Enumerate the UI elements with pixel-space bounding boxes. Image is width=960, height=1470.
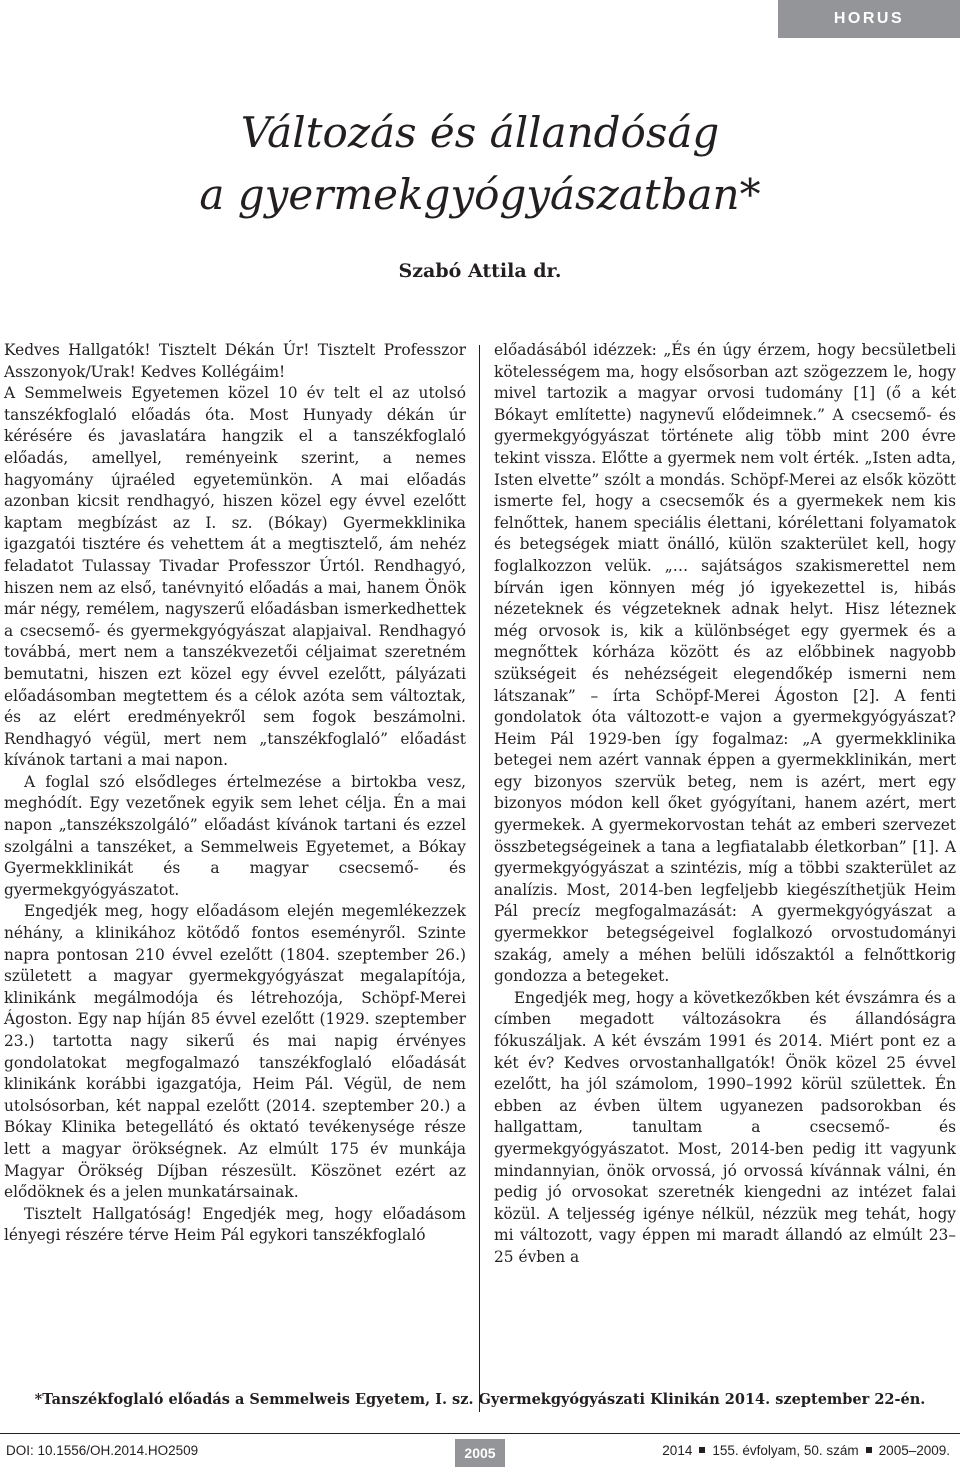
square-bullet-icon bbox=[866, 1447, 872, 1453]
paragraph: Engedjék meg, hogy a következőkben két évszámra és a címben megadott változásokra és állandóságra fókuszáljak. A két évszám 1991 és 2014. Miért pont ez a két év? Kedves orvostanhallgatók! Önök közel 25 évvel ezelőtt, ha jól számolom, 1990–1992 körül születtek. Én ebben az évben ültem ugyanezen padsorokban és hallgattam, tanultam a csecsemő- és gyermekgyógyászatot. Most, 2014-ben pedig itt vagyunk mindannyian, önök orvossá, jó orvossá kívánnak válni, én pedig jó orvosokat szeretnék kiengedni az intézet falai közül. A teljesség igénye nélkül, nézzük meg tehát, hogy mi változott, vagy éppen mi maradt állandó az elmúlt 23–25 évben a bbox=[494, 988, 956, 1266]
paragraph: Kedves Hallgatók! Tisztelt Dékán Úr! Tisztelt Professzor Asszonyok/Urak! Kedves Kollégáim! bbox=[4, 341, 466, 381]
page-number: 2005 bbox=[455, 1439, 505, 1467]
author-name: Szabó Attila dr. bbox=[398, 260, 562, 282]
issue-volume: 155. évfolyam, 50. szám bbox=[712, 1443, 859, 1458]
square-bullet-icon bbox=[699, 1447, 705, 1453]
column-divider bbox=[479, 345, 480, 1412]
section-tab: HORUS bbox=[778, 0, 960, 38]
issue-pages: 2005–2009. bbox=[878, 1443, 950, 1458]
title-line-2: a gyermekgyógyászatban* bbox=[199, 170, 761, 219]
issue-year: 2014 bbox=[662, 1443, 693, 1458]
right-column bbox=[494, 340, 956, 1269]
paragraph: A Semmelweis Egyetemen közel 10 év telt el az utolsó tanszékfoglaló előadás óta. Most Hunyady dékán úr kérésére és javaslatára hangzik el a tanszékfoglaló előadás, amellyel, reményeink szerint, a nemes hagyomány újraéled egyetemünkön. A mai előadás azonban kicsit rendhagyó, hiszen közel egy évvel ezelőtt kaptam megbízást az I. sz. (Bókay) Gyermekklinika igazgatói tisztére és vehettem át a megtisztelő, ám nehéz feladatot Tulassay Tivadar Professzor Úrtól. Rendhagyó, hiszen nem az első, tanévnyitó előadás a mai, hanem Önök már négy, remélem, nagyszerű előadásban ismerkedhettek a csecsemő- és gyermekgyógyászat alapjaival. Rendhagyó továbbá, mert nem a tanszékvezetői céljaimat szeretném bemutatni, hiszen ezt közel egy évvel ezelőtt, pályázati előadásomban megtettem és a célok azóta sem változtak, és az elért eredményekről sem fogok beszámolni. Rendhagyó végül, mert nem „tanszékfoglaló” előadást kívánok tartani a mai napon. bbox=[4, 384, 466, 770]
article-title bbox=[0, 102, 960, 226]
left-column bbox=[4, 340, 466, 1247]
issue-info bbox=[662, 1443, 950, 1458]
paragraph: Engedjék meg, hogy előadásom elején megemlékezzek néhány, a klinikához kötődő fontos eseményről. Szinte napra pontosan 210 évvel ezelőtt (1804. szeptember 26.) született a magyar gyermekgyógyászat megalapítója, klinikánk megálmodója és létrehozója, Schöpf-Merei Ágoston. Egy nap híján 85 évvel ezelőtt (1929. szeptember 23.) tartotta nagy sikerű és mai napig érvényes gondolatokat megfogalmazó tanszékfoglaló előadását klinikánk korábbi igazgatója, Heim Pál. Végül, de nem utolsósorban, két nappal ezelőtt (2014. szeptember 20.) a Bókay Klinika betegellátó és oktató tevékenysége része lett a magyar örökségnek. Az elmúlt 175 év munkája Magyar Örökség Díjban részesült. Köszönet ezért az elődöknek és a jelen munkatársainak. bbox=[4, 902, 466, 1202]
footer-rule bbox=[0, 1433, 960, 1434]
page-footer bbox=[0, 1439, 960, 1467]
paragraph: A foglal szó elsődleges értelmezése a birtokba vesz, meghódít. Egy vezetőnek egyik sem lehet célja. Én a mai napon „tanszékszolgáló” előadást kívánok tartani és ezzel szolgálni a tanszéket, a Semmelweis Egyetemet, a Bókay Gyermekklinikát és a magyar csecsemő- és gyermekgyógyászatot. bbox=[4, 772, 466, 899]
doi-text: DOI: 10.1556/OH.2014.HO2509 bbox=[6, 1443, 199, 1458]
title-line-1: Változás és állandóság bbox=[240, 108, 720, 157]
paragraph: Tisztelt Hallgatóság! Engedjék meg, hogy előadásom lényegi részére térve Heim Pál egykori tanszékfoglaló bbox=[4, 1204, 466, 1245]
footnote: *Tanszékfoglaló előadás a Semmelweis Egyetem, I. sz. Gyermekgyógyászati Klinikán 2014. szeptember 22-én. bbox=[34, 1391, 926, 1408]
paragraph: előadásából idézzek: „És én úgy érzem, hogy becsületbeli kötelességem ma, hogy elsősorban azt szögezzem le, hogy mivel tartozik a magyar orvosi tudomány [1] (ő a két Bókayt említette) nagynevű elődeimnek.” A csecsemő- és gyermekgyógyászat története alig több mint 200 évre tekint vissza. Előtte a gyermek nem volt érték. „Isten adta, Isten elvette” szólt a mondás. Schöpf-Merei az elsők között ismerte fel, hogy a csecsemők és a gyermekek nem kis felnőttek, hanem speciális élettani, kórélettani folyamatok és betegségek miatt önálló, külön szakterület kell, hogy foglalkozzon velük. „… sajátságos szakismerettel nem bírván igen könnyen még jó igyekezettel is, hibás nézeteknek és végzeteknek adnak helyt. Hisz léteznek még orvosok is, kik a különbséget egy gyermek és a megnőttek kórháza között és az előbbinek nagyobb szükségeit és nehézségeit elegendőkép ismerni nem látszanak” – írta Schöpf-Merei Ágoston [2]. A fenti gondolatok óta változott-e vajon a gyermekgyógyászat? Heim Pál 1929-ben így fogalmaz: „A gyermekklinika betegei nem azért vannak éppen a gyermekklinikán, mert egy bizonyos szervük beteg, nem is azért, mert egy bizonyos módon kell őket gyógyítani, hanem azért, mert gyermekek. A gyermekorvostan tehát az emberi szervezet összbetegségeinek a tana a legfiatalabb életkorban” [1]. A gyermekgyógyászat a szintézis, míg a többi szakterület az analízis. Most, 2014-ben legfeljebb kiegészíthetjük Heim Pál precíz megfogalmazását: A gyermekgyógyászat a gyermekkor betegségeivel foglalkozó orvostudományi szakág, amely a méhen belüli időszaktól a felnőttkorig gondozza a betegeket. bbox=[494, 341, 956, 986]
